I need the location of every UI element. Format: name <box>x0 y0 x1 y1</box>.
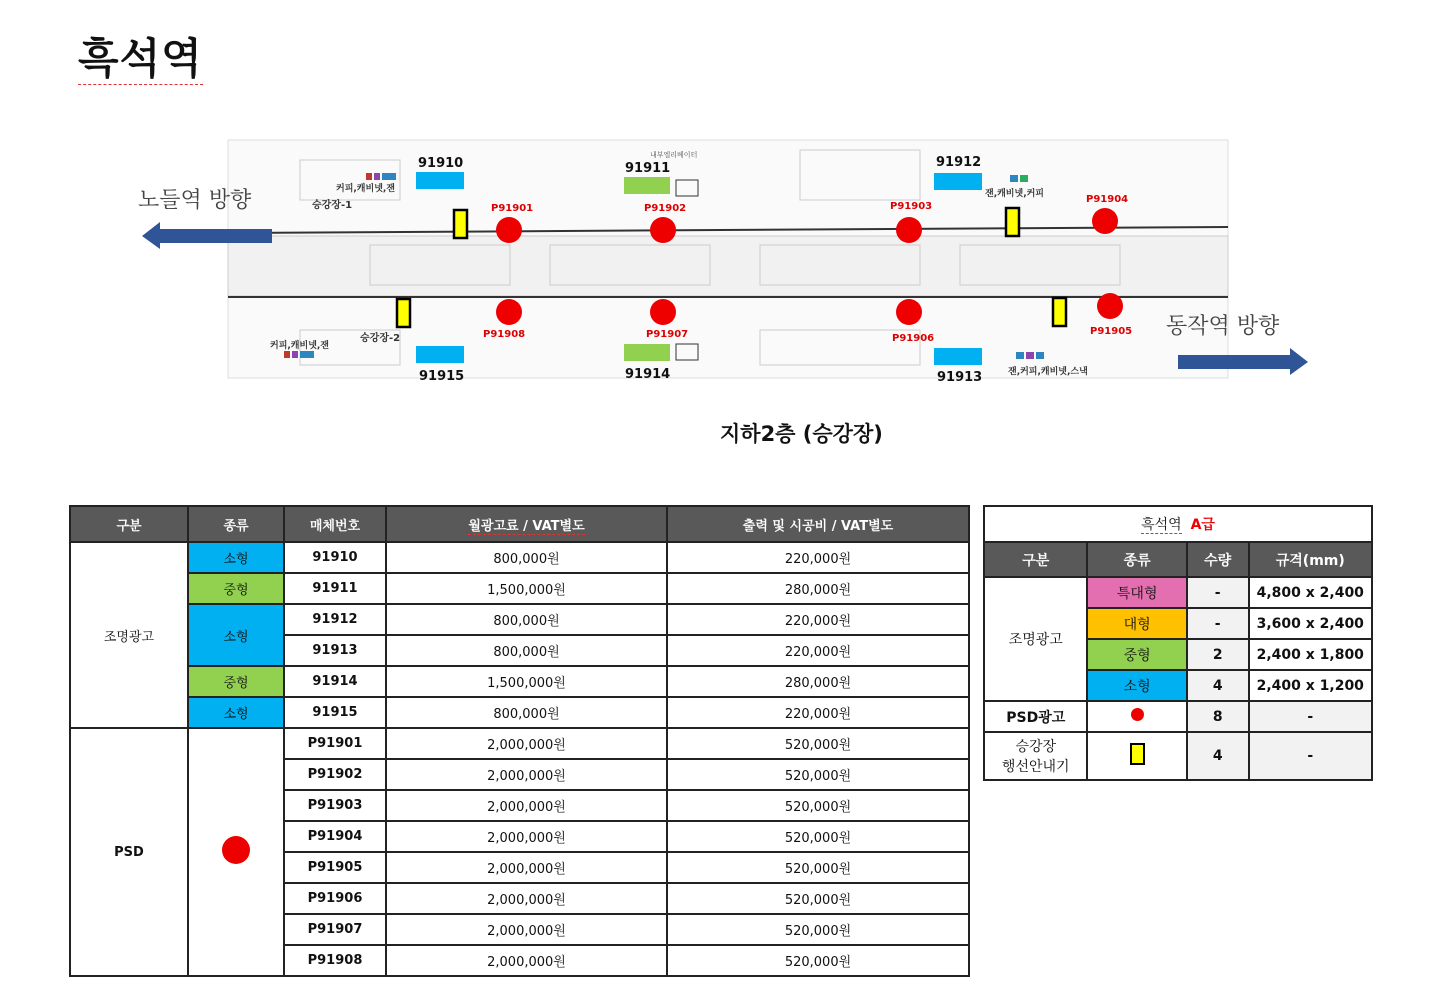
summary-qty: 4 <box>1187 670 1249 701</box>
summary-row <box>984 732 1372 780</box>
elevator-label: 내부엘리베이터 <box>650 151 698 159</box>
psd-label-p91907: P91907 <box>646 329 689 340</box>
psd-label-p91908: P91908 <box>483 329 526 340</box>
ad-box-91914 <box>624 344 670 361</box>
media-no: 91915 <box>284 697 386 728</box>
table-row <box>70 542 969 573</box>
install-price: 220,000원 <box>667 604 969 635</box>
media-no: P91907 <box>284 914 386 945</box>
install-price: 520,000원 <box>667 821 969 852</box>
ad-box-91912 <box>934 173 982 190</box>
shop-label-br: 잰,커피,캐비넷,스낵 <box>1008 367 1088 377</box>
ad-box-91913 <box>934 348 982 365</box>
summary-spec: 2,400 x 1,800 <box>1249 639 1372 670</box>
summary-type: 중형 <box>1087 639 1186 670</box>
summary-row <box>984 577 1372 608</box>
psd-dot-p91903 <box>896 217 922 243</box>
summary-type: 소형 <box>1087 670 1186 701</box>
shop-label-tr: 잰,캐비넷,커피 <box>985 189 1045 199</box>
summary-qty: 4 <box>1187 732 1249 780</box>
install-price: 520,000원 <box>667 914 969 945</box>
code-91915: 91915 <box>419 369 465 384</box>
monthly-price: 2,000,000원 <box>386 945 667 976</box>
psd-dot-icon <box>222 836 250 864</box>
summary-type: 대형 <box>1087 608 1186 639</box>
type-cell: 소형 <box>188 542 284 573</box>
table-row <box>70 604 969 635</box>
platform-label-1: 승강장-1 <box>312 200 353 211</box>
table-row <box>70 697 969 728</box>
type-cell: 소형 <box>188 697 284 728</box>
install-price: 520,000원 <box>667 790 969 821</box>
group-psd: PSD <box>70 728 188 976</box>
media-no: P91904 <box>284 821 386 852</box>
media-no: P91902 <box>284 759 386 790</box>
media-no: 91911 <box>284 573 386 604</box>
summary-spec: 3,600 x 2,400 <box>1249 608 1372 639</box>
header-media-no: 매체번호 <box>284 506 386 542</box>
header-monthly: 월광고료 / VAT별도 <box>386 506 667 542</box>
summary-guide-type <box>1087 732 1186 780</box>
summary-header-qty: 수량 <box>1187 542 1249 577</box>
psd-label-p91901: P91901 <box>491 203 534 214</box>
media-no: 91914 <box>284 666 386 697</box>
type-cell: 소형 <box>188 604 284 666</box>
psd-dot-icon <box>1131 708 1144 721</box>
summary-psd-label: PSD광고 <box>984 701 1087 732</box>
summary-header-row <box>984 542 1372 577</box>
type-cell: 중형 <box>188 573 284 604</box>
guide-marker-1 <box>454 210 467 238</box>
media-no: P91903 <box>284 790 386 821</box>
psd-dot-p91908 <box>496 299 522 325</box>
media-no: 91912 <box>284 604 386 635</box>
table-row <box>70 573 969 604</box>
summary-psd-type <box>1087 701 1186 732</box>
type-cell: 중형 <box>188 666 284 697</box>
summary-title: 흑석역 A급 <box>984 506 1372 542</box>
install-price: 520,000원 <box>667 759 969 790</box>
monthly-price: 2,000,000원 <box>386 852 667 883</box>
monthly-price: 2,000,000원 <box>386 759 667 790</box>
summary-qty: - <box>1187 608 1249 639</box>
install-price: 520,000원 <box>667 945 969 976</box>
psd-label-p91903: P91903 <box>890 201 933 212</box>
psd-label-p91902: P91902 <box>644 203 687 214</box>
map-caption: 지하2층 (승강장) <box>720 422 883 446</box>
grade-badge: A급 <box>1190 517 1215 533</box>
table-header-row <box>70 506 969 542</box>
guide-marker-4 <box>1053 298 1066 326</box>
header-install: 출력 및 시공비 / VAT별도 <box>667 506 969 542</box>
summary-header-spec: 규격(mm) <box>1249 542 1372 577</box>
table-row <box>70 666 969 697</box>
media-no: P91908 <box>284 945 386 976</box>
summary-qty: 2 <box>1187 639 1249 670</box>
monthly-price: 800,000원 <box>386 697 667 728</box>
ad-box-91910 <box>416 172 464 189</box>
psd-dot-p91902 <box>650 217 676 243</box>
page-title: 흑석역 <box>78 34 203 83</box>
install-price: 280,000원 <box>667 666 969 697</box>
psd-label-p91906: P91906 <box>892 333 935 344</box>
code-91913: 91913 <box>937 370 983 385</box>
header-category: 구분 <box>70 506 188 542</box>
summary-spec: - <box>1249 732 1372 780</box>
summary-guide-label: 승강장 행선안내기 <box>984 732 1087 780</box>
summary-header-category: 구분 <box>984 542 1087 577</box>
header-type: 종류 <box>188 506 284 542</box>
media-no: P91901 <box>284 728 386 759</box>
summary-table <box>983 505 1373 781</box>
monthly-price: 1,500,000원 <box>386 666 667 697</box>
media-no: P91905 <box>284 852 386 883</box>
shop-label-bl: 커피,캐비넷,잰 <box>270 341 330 351</box>
install-price: 220,000원 <box>667 697 969 728</box>
code-91911: 91911 <box>625 161 671 176</box>
guide-marker-icon <box>1130 743 1145 765</box>
monthly-price: 2,000,000원 <box>386 821 667 852</box>
install-price: 220,000원 <box>667 542 969 573</box>
monthly-price: 1,500,000원 <box>386 573 667 604</box>
platform-map <box>0 0 1440 460</box>
install-price: 520,000원 <box>667 883 969 914</box>
table-row <box>70 728 969 759</box>
summary-type: 특대형 <box>1087 577 1186 608</box>
direction-west: 노들역 방향 <box>138 188 252 213</box>
psd-label-p91905: P91905 <box>1090 326 1133 337</box>
summary-spec: 2,400 x 1,200 <box>1249 670 1372 701</box>
monthly-price: 2,000,000원 <box>386 790 667 821</box>
install-price: 280,000원 <box>667 573 969 604</box>
media-no: P91906 <box>284 883 386 914</box>
psd-dot-p91906 <box>896 299 922 325</box>
ad-box-91915 <box>416 346 464 363</box>
summary-header-type: 종류 <box>1087 542 1186 577</box>
psd-dot-p91907 <box>650 299 676 325</box>
monthly-price: 800,000원 <box>386 635 667 666</box>
summary-qty: 8 <box>1187 701 1249 732</box>
monthly-price: 2,000,000원 <box>386 883 667 914</box>
install-price: 220,000원 <box>667 635 969 666</box>
psd-type-cell <box>188 728 284 976</box>
psd-dot-p91904 <box>1092 208 1118 234</box>
ad-box-91911 <box>624 177 670 194</box>
install-price: 520,000원 <box>667 728 969 759</box>
code-91912: 91912 <box>936 155 982 170</box>
shop-label-tl: 커피,캐비넷,잰 <box>336 184 396 194</box>
summary-row <box>984 701 1372 732</box>
summary-spec: 4,800 x 2,400 <box>1249 577 1372 608</box>
price-table <box>69 505 970 977</box>
guide-marker-2 <box>1006 208 1019 236</box>
psd-label-p91904: P91904 <box>1086 194 1129 205</box>
summary-spec: - <box>1249 701 1372 732</box>
monthly-price: 800,000원 <box>386 542 667 573</box>
guide-marker-3 <box>397 299 410 327</box>
platform-label-2: 승강장-2 <box>360 333 401 344</box>
code-91914: 91914 <box>625 367 671 382</box>
media-no: 91910 <box>284 542 386 573</box>
monthly-price: 800,000원 <box>386 604 667 635</box>
psd-dot-p91901 <box>496 217 522 243</box>
direction-east: 동작역 방향 <box>1166 314 1280 339</box>
summary-group-lighting: 조명광고 <box>984 577 1087 701</box>
group-lighting: 조명광고 <box>70 542 188 728</box>
summary-qty: - <box>1187 577 1249 608</box>
monthly-price: 2,000,000원 <box>386 914 667 945</box>
media-no: 91913 <box>284 635 386 666</box>
install-price: 520,000원 <box>667 852 969 883</box>
code-91910: 91910 <box>418 156 464 171</box>
monthly-price: 2,000,000원 <box>386 728 667 759</box>
psd-dot-p91905 <box>1097 293 1123 319</box>
